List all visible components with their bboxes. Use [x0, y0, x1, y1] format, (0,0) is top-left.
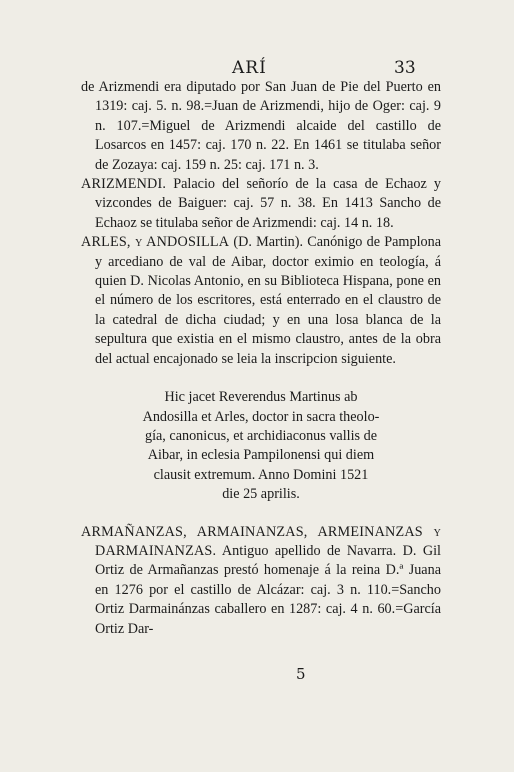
- entry-lemma: ARMAÑANZAS, ARMAINANZAS, ARMEINANZAS y DARMAINANZAS.: [81, 523, 441, 559]
- entry-arles-andosilla: [81, 233, 441, 369]
- signature-mark: 5: [296, 665, 306, 683]
- entry-text: de Arizmendi era diputado por San Juan de Pie del Puerto en 1319: caj. 5. n. 98.=Juan de Arizmendi, hijo de Oger: caj. 9 n. 107.=Miguel de Arizmendi alcaide del castillo de Losarcos en 1457: caj. 170 n. 22. En 1461 se titulaba señor de Zozaya: caj. 159 n. 25: caj. 171 n. 3.: [81, 79, 441, 173]
- entry-text: Antiguo apellido de Navarra. D. Gil Ortiz de Armañanzas prestó homenaje á la reina D.ª Juana en 1276 por el castillo de Alcázar: caj. 3 n. 110.=Sancho Ortiz Darmainánzas caballero en 1287: caj. 4 n. 60.=García Ortiz Dar-: [95, 542, 441, 637]
- entry-text: Palacio del señorío de la casa de Echaoz y vizcondes de Baiguer: caj. 57 n. 38. En 1413 Sancho de Echaoz se titulaba señor de Arizmendi: caj. 14 n. 18.: [95, 176, 441, 231]
- inscription-line: die 25 aprilis.: [222, 486, 300, 503]
- page-number: 33: [394, 58, 416, 78]
- inscription-line: Aibar, in eclesia Pampilonensi qui diem: [147, 447, 375, 464]
- inscription-line: Andosilla et Arles, doctor in sacra theolo-: [142, 408, 380, 425]
- entry-arizmendi-continued: [81, 78, 441, 175]
- inscription-line: gía, canonicus, et archidiaconus vallis de: [144, 427, 378, 444]
- latin-inscription: [81, 388, 441, 504]
- inscription-line: clausit extremum. Anno Domini 1521: [153, 466, 369, 483]
- entry-armananzas: [81, 523, 441, 639]
- inscription-line: Hic jacet Reverendus Martinus ab: [164, 389, 358, 406]
- page-body: [81, 78, 441, 639]
- entry-arizmendi: [81, 175, 441, 233]
- section-gap: [81, 505, 441, 523]
- entry-text: (D. Martin). Canónigo de Pamplona y arcediano de val de Aibar, doctor eximio en teología, á quien D. Nicolas Antonio, en su Biblioteca Hispana, pone en el número de los escritores, está enterrado en el claustro de la catedral de dicha ciudad; y en una losa blanca de la sepultura que existia en el mismo claustro, antes de la obra del actual encajonado se leia la inscripcion siguiente.: [95, 234, 441, 367]
- entry-lemma: ARIZMENDI.: [81, 176, 167, 193]
- running-head-title: ARÍ: [232, 58, 267, 78]
- entry-lemma: ARLES, y ANDOSILLA: [81, 234, 230, 251]
